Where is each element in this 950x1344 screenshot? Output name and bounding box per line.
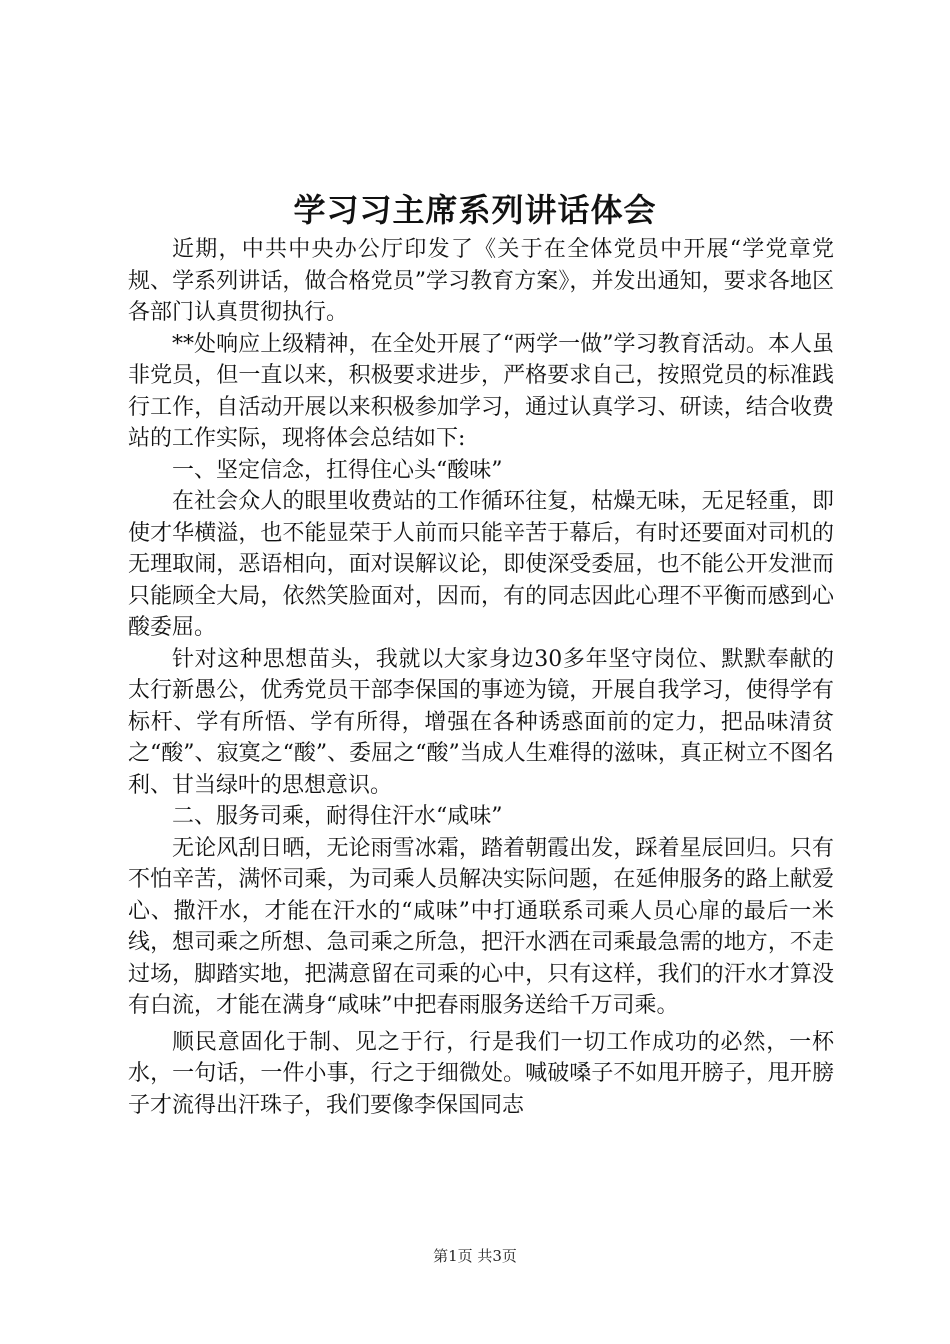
section-heading-2: 二、服务司乘，耐得住汗水“咸味” xyxy=(172,804,503,829)
document-title: 学习习主席系列讲话体会 xyxy=(293,191,657,229)
page-number-footer: 第1页 共3页 xyxy=(433,1247,517,1265)
paragraph-section2-b: 顺民意固化于制、见之于行，行是我们一切工作成功的必然，一杯水，一句话，一件小事，行之于细微处。喊破嗓子不如甩开膀子，甩开膀子才流得出汗珠子，我们要像李保国同志 xyxy=(128,1029,834,1118)
section-heading-1: 一、坚定信念，扛得住心头“酸味” xyxy=(172,457,503,483)
paragraph-intro: 近期，中共中央办公厅印发了《关于在全体党员中开展“学党章党规、学系列讲话，做合格党员”学习教育方案》，并发出通知，要求各地区各部门认真贯彻执行。 xyxy=(128,237,834,325)
paragraph-section1-a: 在社会众人的眼里收费站的工作循环往复，枯燥无味，无足轻重，即使才华横溢，也不能显荣于人前而只能辛苦于幕后，有时还要面对司机的无理取闹，恶语相向，面对误解议论，即使深受委屈，也不能公开发泄而只能顾全大局，依然笑脸面对，因而，有的同志因此心理不平衡而感到心酸委屈。 xyxy=(128,489,834,640)
document-body xyxy=(128,234,834,1121)
paragraph-section1-b: 针对这种思想苗头，我就以大家身边30多年坚守岗位、默默奉献的太行新愚公，优秀党员干部李保国的事迹为镜，开展自我学习，使得学有标杆、学有所悟、学有所得，增强在各种诱惑面前的定力，把品味清贫之“酸”、寂寞之“酸”、委屈之“酸”当成人生难得的滋味，真正树立不图名利、甘当绿叶的思想意识。 xyxy=(128,646,834,798)
paragraph-section2-a: 无论风刮日晒，无论雨雪冰霜，踏着朝霞出发，踩着星辰回归。只有不怕辛苦，满怀司乘，为司乘人员解决实际问题，在延伸服务的路上献爱心、撒汗水，才能在汗水的“咸味”中打通联系司乘人员心扉的最后一米线，想司乘之所想、急司乘之所急，把汗水洒在司乘最急需的地方，不走过场，脚踏实地，把满意留在司乘的心中，只有这样，我们的汗水才算没有白流，才能在满身“咸味”中把春雨服务送给千万司乘。 xyxy=(128,835,834,1018)
paragraph-activity: **处响应上级精神，在全处开展了“两学一做”学习教育活动。本人虽非党员，但一直以来，积极要求进步，严格要求自己，按照党员的标准践行工作，自活动开展以来积极参加学习，通过认真学习、研读，结合收费站的工作实际，现将体会总结如下: xyxy=(128,331,834,451)
